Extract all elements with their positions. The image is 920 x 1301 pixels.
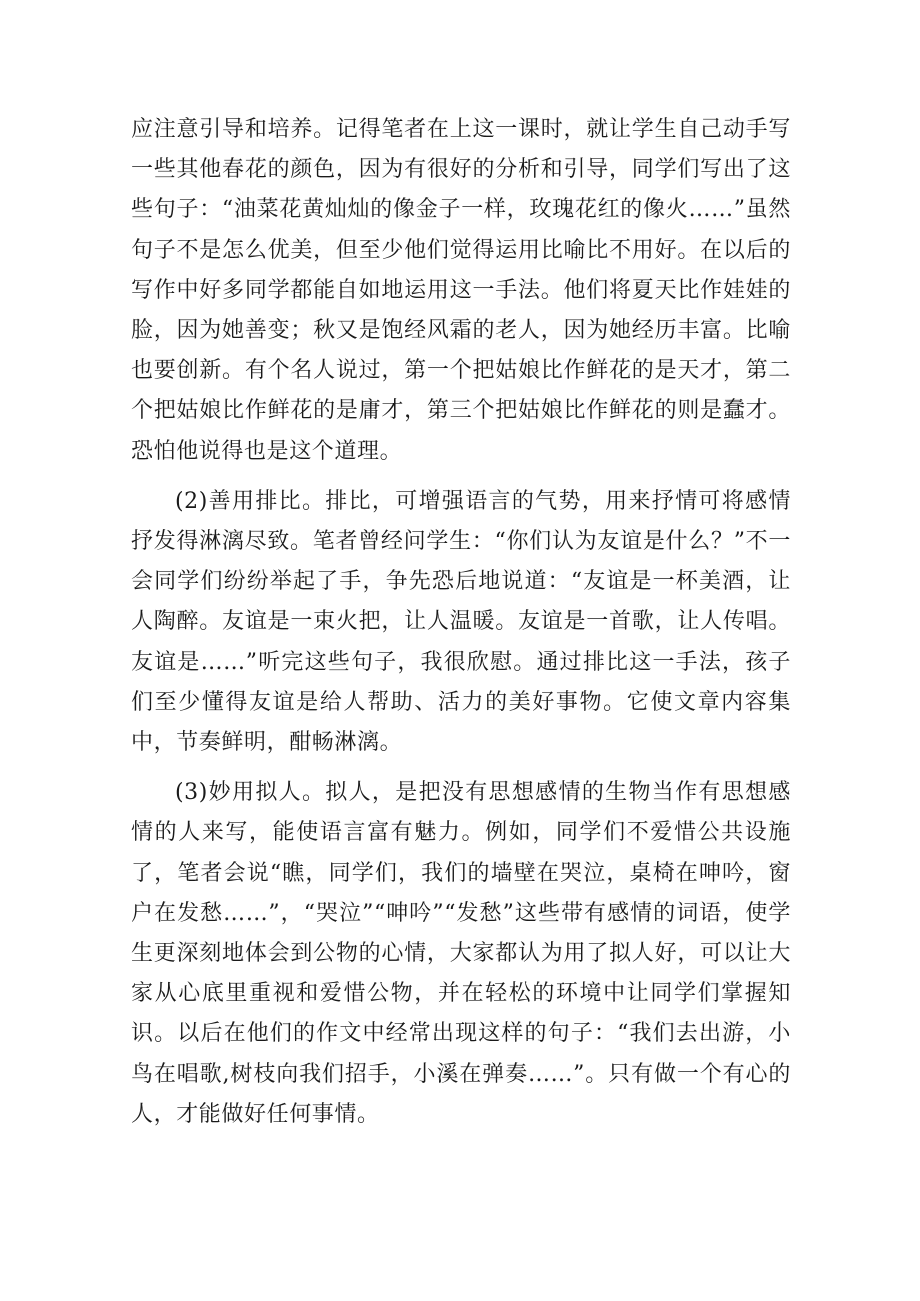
paragraph-parallelism (131, 482, 791, 763)
paragraph-personification (131, 773, 791, 1135)
paragraph-text: 应注意引导和培养。记得笔者在上这一课时，就让学生自己动手写一些其他春花的颜色，因为有很好的分析和引导，同学们写出了这些句子：“油菜花黄灿灿的像金子一样，玫瑰花红的像火……”虽然句子不是怎么优美，但至少他们觉得运用比喻比不用好。在以后的写作中好多同学都能自如地运用这一手法。他们将夏天比作娃娃的脸，因为她善变；秋又是饱经风霜的老人，因为她经历丰富。比喻也要创新。有个名人说过，第一个把姑娘比作鲜花的是天才，第二个把姑娘比作鲜花的是庸才，第三个把姑娘比作鲜花的则是蠢才。恐怕他说得也是这个道理。 (131, 117, 791, 464)
paragraph-metaphor-continued (131, 110, 791, 472)
paragraph-text: (2)善用排比。排比，可增强语言的气势，用来抒情可将感情抒发得淋漓尽致。笔者曾经问学生：“你们认为友谊是什么？”不一会同学们纷纷举起了手，争先恐后地说道：“友谊是一杯美酒，让人陶醉。友谊是一束火把，让人温暖。友谊是一首歌，让人传唱。友谊是……”听完这些句子，我很欣慰。通过排比这一手法，孩子们至少懂得友谊是给人帮助、活力的美好事物。它使文章内容集中，节奏鲜明，酣畅淋漓。 (131, 488, 791, 756)
paragraph-text: (3)妙用拟人。拟人，是把没有思想感情的生物当作有思想感情的人来写，能使语言富有魅力。例如，同学们不爱惜公共设施了，笔者会说“瞧，同学们，我们的墙壁在哭泣，桌椅在呻吟，窗户在发愁……”，“哭泣”“呻吟”“发愁”这些带有感情的词语，使学生更深刻地体会到公物的心情，大家都认为用了拟人好，可以让大家从心底里重视和爱惜公物，并在轻松的环境中让同学们掌握知识。以后在他们的作文中经常出现这样的句子：“我们去出游，小鸟在唱歌,树枝向我们招手，小溪在弹奏……”。只有做一个有心的人，才能做好任何事情。 (131, 780, 791, 1127)
document-page (131, 110, 791, 1135)
